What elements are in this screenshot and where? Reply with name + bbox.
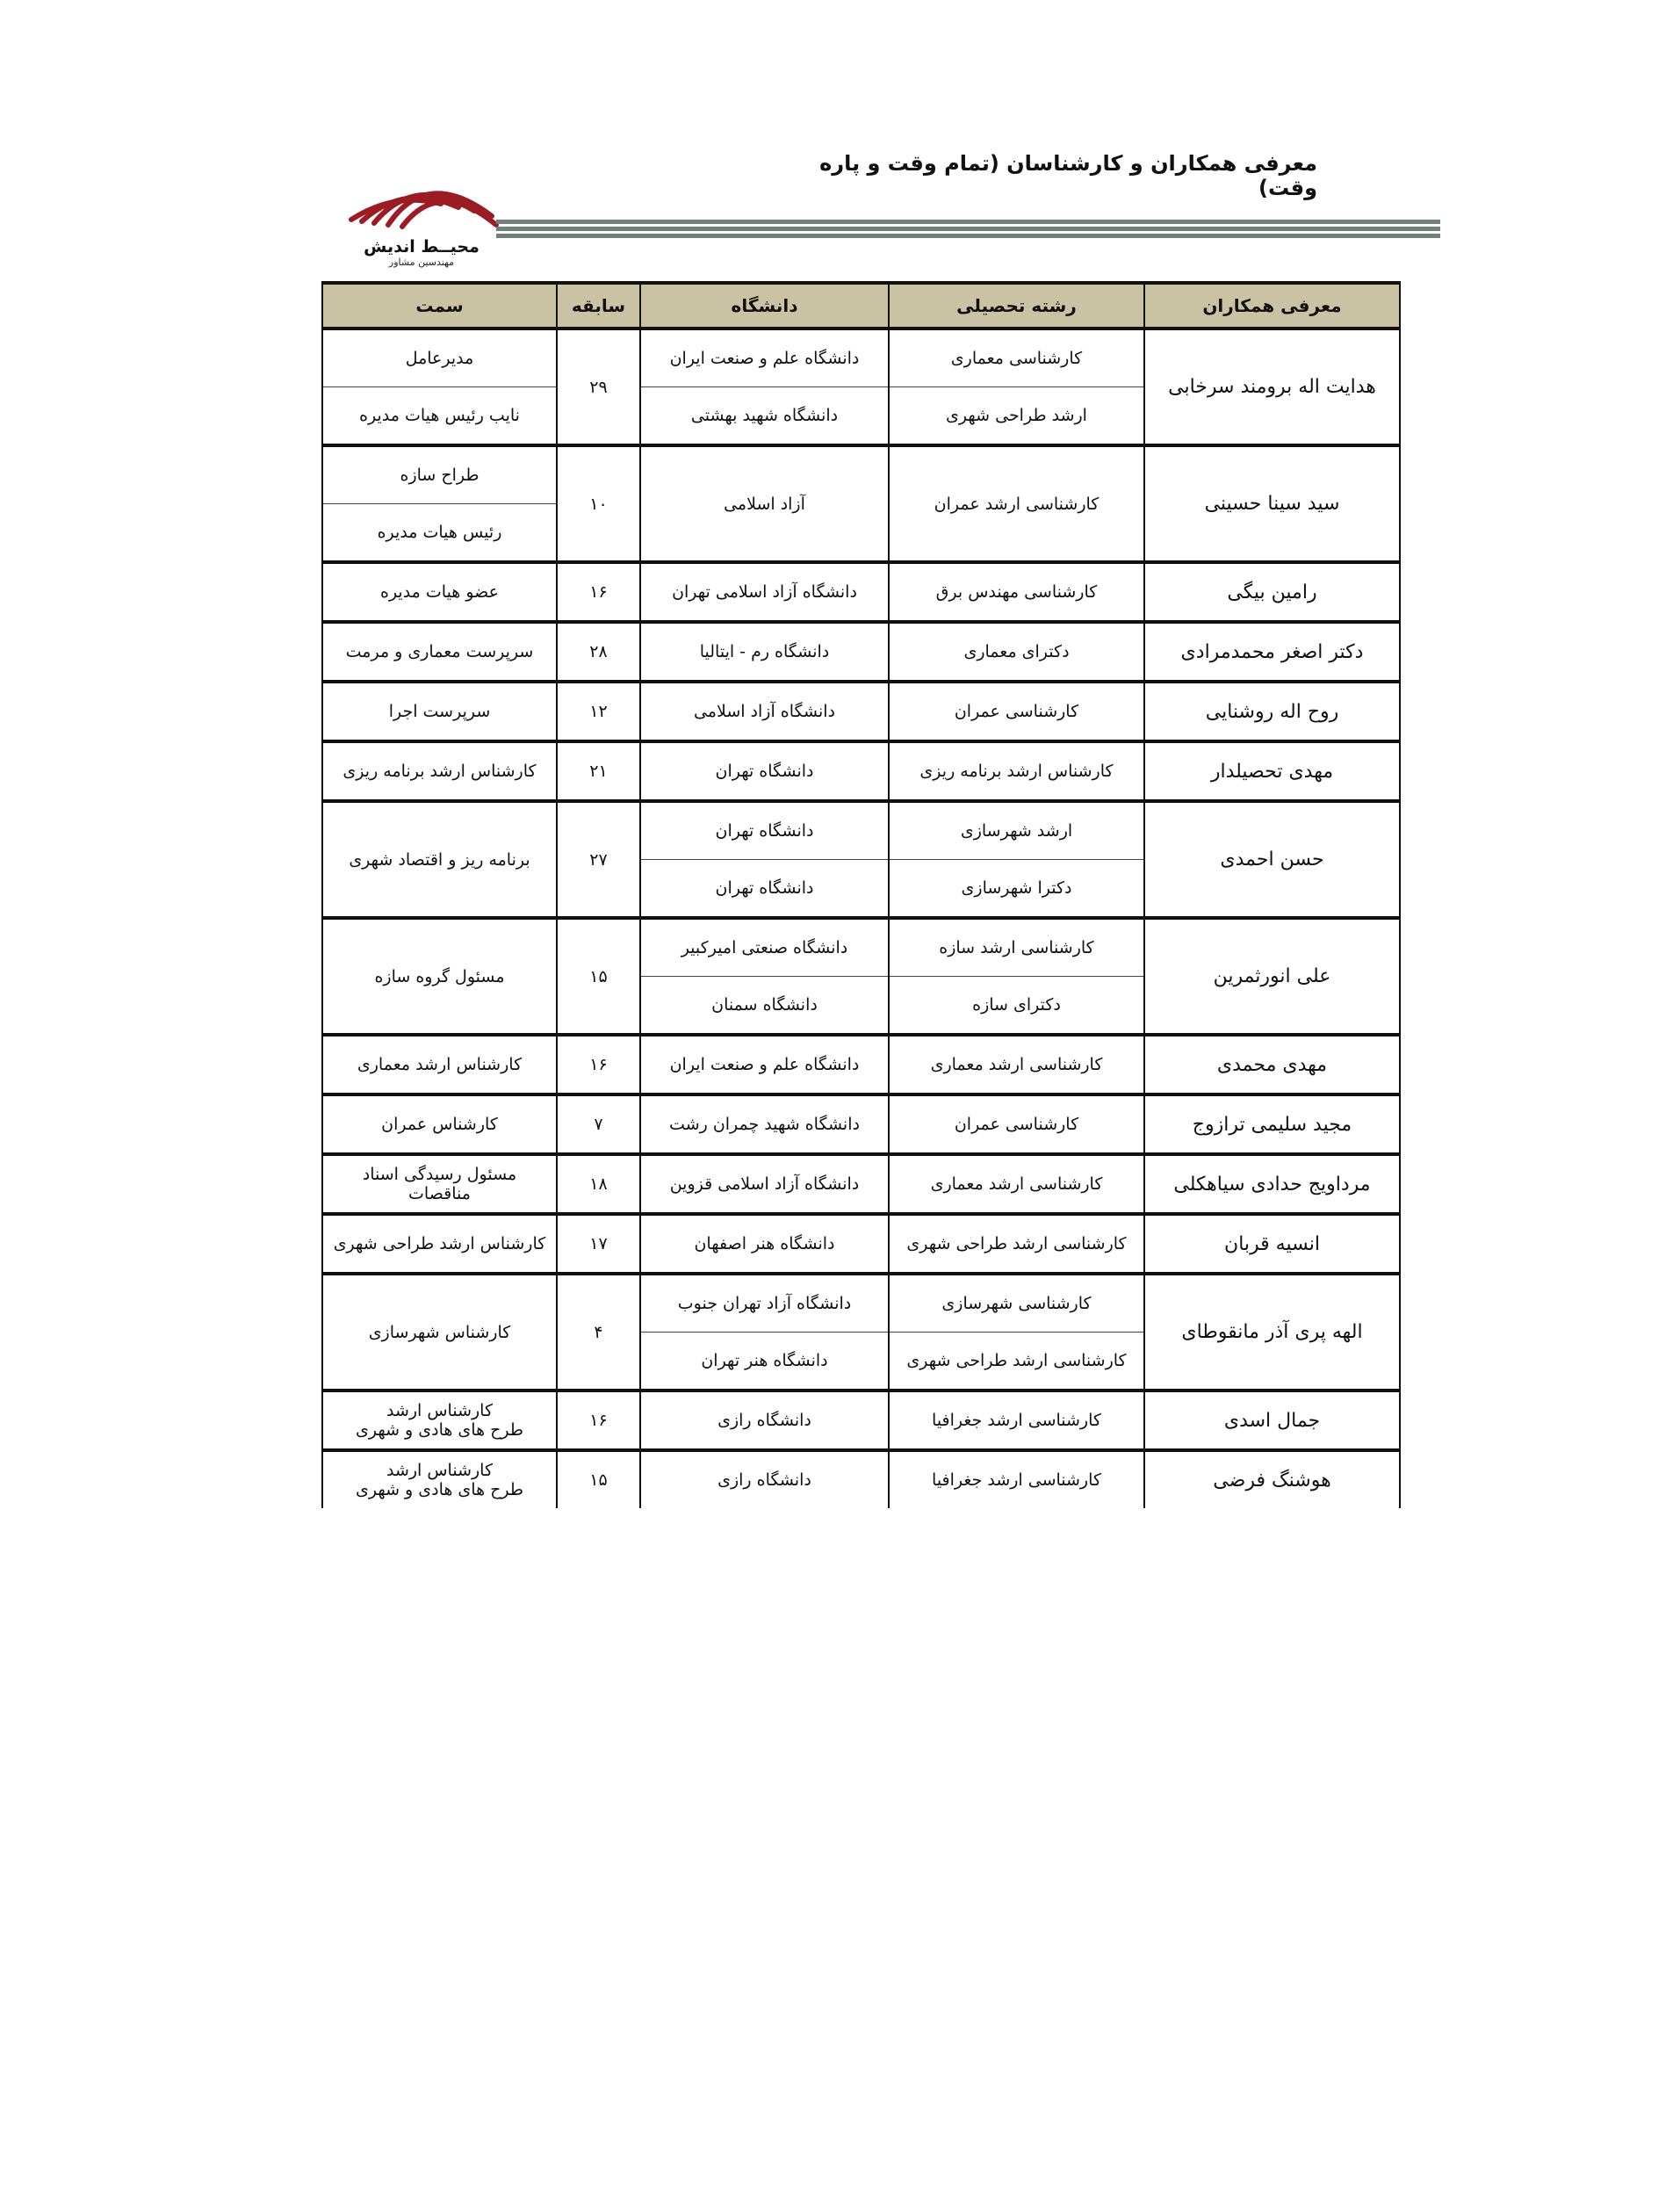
staff-name: حسن احمدی <box>1144 801 1400 918</box>
field-of-study: ارشد شهرسازی <box>889 801 1144 860</box>
staff-name: جمال اسدی <box>1144 1390 1400 1450</box>
staff-name: سید سینا حسینی <box>1144 445 1400 562</box>
experience-years: ۲۷ <box>557 801 640 918</box>
staff-name: هوشنگ فرضی <box>1144 1450 1400 1508</box>
staff-name: مجید سلیمی ترازوج <box>1144 1094 1400 1154</box>
experience-years: ۱۶ <box>557 1390 640 1450</box>
position: سرپرست اجرا <box>322 682 557 741</box>
position: برنامه ریز و اقتصاد شهری <box>322 801 557 918</box>
header-field: رشته تحصیلی <box>889 283 1144 329</box>
university: دانشگاه رم - ایتالیا <box>640 622 889 682</box>
field-of-study: کارشناسی عمران <box>889 682 1144 741</box>
position: نایب رئیس هیات مدیره <box>322 387 557 446</box>
field-of-study: کارشناسی ارشد جغرافیا <box>889 1390 1144 1450</box>
position: طراح سازه <box>322 445 557 504</box>
field-of-study: دکترای سازه <box>889 977 1144 1036</box>
position: کارشناس شهرسازی <box>322 1274 557 1390</box>
field-of-study: کارشناسی ارشد عمران <box>889 445 1144 562</box>
experience-years: ۱۸ <box>557 1154 640 1214</box>
experience-years: ۲۱ <box>557 741 640 801</box>
staff-name: مرداویج حدادی سیاهکلی <box>1144 1154 1400 1214</box>
field-of-study: کارشناسی ارشد جغرافیا <box>889 1450 1144 1508</box>
position: رئیس هیات مدیره <box>322 504 557 563</box>
position: کارشناس ارشد طراحی شهری <box>322 1214 557 1274</box>
header-position: سمت <box>322 283 557 329</box>
company-logo <box>342 167 501 272</box>
university: آزاد اسلامی <box>640 445 889 562</box>
university: دانشگاه تهران <box>640 801 889 860</box>
staff-name: روح اله روشنایی <box>1144 682 1400 741</box>
university: دانشگاه سمنان <box>640 977 889 1036</box>
page-title: معرفی همکاران و کارشناسان (تمام وقت و پاره وقت) <box>819 151 1317 200</box>
experience-years: ۱۵ <box>557 1450 640 1508</box>
university: دانشگاه هنر اصفهان <box>640 1214 889 1274</box>
field-of-study: کارشناسی مهندس برق <box>889 562 1144 622</box>
field-of-study: کارشناسی شهرسازی <box>889 1274 1144 1333</box>
university: دانشگاه رازی <box>640 1450 889 1508</box>
field-of-study: ارشد طراحی شهری <box>889 387 1144 446</box>
experience-years: ۲۹ <box>557 329 640 445</box>
field-of-study: کارشناسی ارشد سازه <box>889 918 1144 977</box>
experience-years: ۱۶ <box>557 562 640 622</box>
experience-years: ۱۵ <box>557 918 640 1035</box>
staff-name: مهدی تحصیلدار <box>1144 741 1400 801</box>
staff-name: الهه پری آذر مانقوطای <box>1144 1274 1400 1390</box>
position: سرپرست معماری و مرمت <box>322 622 557 682</box>
header-university: دانشگاه <box>640 283 889 329</box>
header-years: سابقه <box>557 283 640 329</box>
field-of-study: دکترای معماری <box>889 622 1144 682</box>
table-header-row <box>322 283 1400 329</box>
staff-name: انسیه قربان <box>1144 1214 1400 1274</box>
header-name: معرفی همکاران <box>1144 283 1400 329</box>
university: دانشگاه علم و صنعت ایران <box>640 1035 889 1094</box>
field-of-study: کارشناسی ارشد طراحی شهری <box>889 1214 1144 1274</box>
experience-years: ۱۲ <box>557 682 640 741</box>
field-of-study: کارشناس ارشد برنامه ریزی <box>889 741 1144 801</box>
header-rule <box>496 220 1440 239</box>
table-row <box>322 801 1400 860</box>
staff-name: دکتر اصغر محمدمرادی <box>1144 622 1400 682</box>
table-row <box>322 445 1400 504</box>
university: دانشگاه شهید بهشتی <box>640 387 889 446</box>
field-of-study: کارشناسی ارشد طراحی شهری <box>889 1333 1144 1391</box>
position: کارشناس عمران <box>322 1094 557 1154</box>
table-row <box>322 918 1400 977</box>
university: دانشگاه هنر تهران <box>640 1333 889 1391</box>
university: دانشگاه شهید چمران رشت <box>640 1094 889 1154</box>
university: دانشگاه آزاد اسلامی <box>640 682 889 741</box>
experience-years: ۴ <box>557 1274 640 1390</box>
experience-years: ۱۶ <box>557 1035 640 1094</box>
experience-years: ۱۷ <box>557 1214 640 1274</box>
table-body <box>322 329 1400 1508</box>
experience-years: ۱۰ <box>557 445 640 562</box>
university: دانشگاه تهران <box>640 741 889 801</box>
university: دانشگاه رازی <box>640 1390 889 1450</box>
staff-name: رامین بیگی <box>1144 562 1400 622</box>
position: کارشناس ارشد طرح های هادی و شهری <box>322 1390 557 1450</box>
experience-years: ۲۸ <box>557 622 640 682</box>
staff-name: علی انورثمرین <box>1144 918 1400 1035</box>
field-of-study: دکترا شهرسازی <box>889 860 1144 919</box>
position: کارشناس ارشد معماری <box>322 1035 557 1094</box>
logo-arcs-icon <box>342 167 501 237</box>
field-of-study: کارشناسی ارشد معماری <box>889 1035 1144 1094</box>
university: دانشگاه تهران <box>640 860 889 919</box>
field-of-study: کارشناسی عمران <box>889 1094 1144 1154</box>
logo-name: محیــط اندیش <box>364 237 479 256</box>
logo-subtitle: مهندسین مشاور <box>388 256 455 268</box>
university: دانشگاه صنعتی امیرکبیر <box>640 918 889 977</box>
university: دانشگاه آزاد اسلامی تهران <box>640 562 889 622</box>
staff-name: هدایت اله برومند سرخابی <box>1144 329 1400 445</box>
table-row <box>322 1274 1400 1333</box>
staff-table <box>321 281 1401 1508</box>
field-of-study: کارشناسی معماری <box>889 329 1144 387</box>
position: مسئول گروه سازه <box>322 918 557 1035</box>
experience-years: ۷ <box>557 1094 640 1154</box>
position: کارشناس ارشد برنامه ریزی <box>322 741 557 801</box>
position: مسئول رسیدگی اسناد مناقصات <box>322 1154 557 1214</box>
position: عضو هیات مدیره <box>322 562 557 622</box>
table-row <box>322 329 1400 387</box>
university: دانشگاه علم و صنعت ایران <box>640 329 889 387</box>
university: دانشگاه آزاد اسلامی قزوین <box>640 1154 889 1214</box>
staff-name: مهدی محمدی <box>1144 1035 1400 1094</box>
position: کارشناس ارشد طرح های هادی و شهری <box>322 1450 557 1508</box>
position: مدیرعامل <box>322 329 557 387</box>
field-of-study: کارشناسی ارشد معماری <box>889 1154 1144 1214</box>
university: دانشگاه آزاد تهران جنوب <box>640 1274 889 1333</box>
